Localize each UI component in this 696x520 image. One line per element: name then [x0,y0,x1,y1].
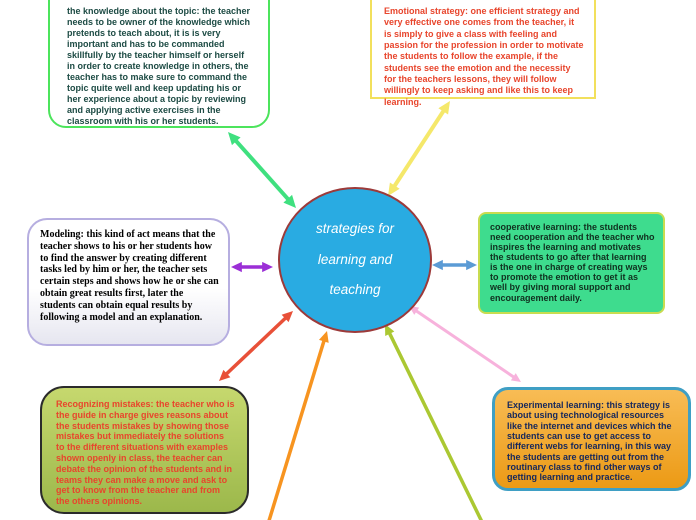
node-knowledge-about-topic[interactable]: the knowledge about the topic: the teacher needs to be owner of the knowledge which pretends to teach about, it is is very important and has to be commanded skillfully by the teacher himself or herself in order to create knowledge in others, the teacher has to make sure to command the topic quite well and keep updating his or her experience about a topic by reviewing and applying active exercises in the classroom with his or her students. [48,0,270,128]
arrow-cooperative-link-head [432,260,443,270]
arrow-cooperative-link-head [466,260,477,270]
center-topic-node[interactable]: strategies for learning and teaching [278,187,432,333]
arrow-knowledge-link [234,138,290,201]
node-modeling[interactable]: Modeling: this kind of act means that the teacher shows to his or her students how to find the answer by creating different tasks led by him or her, the teacher sets certain steps and shows how he or she can obtain great results first, later the students can obtain equal results by following a model and an explanation. [27,218,230,346]
arrow-offscreen-yellowgreen-link [388,331,483,520]
arrow-experimental-link [414,310,515,379]
arrow-offscreen-orange-link [268,338,325,520]
node-cooperative-learning[interactable]: cooperative learning: the students need cooperation and the teacher who inspires the learning and motivates the students to go after that learning is the one in charge of creating ways to promote the emotion to get it as well by giving moral support and encouragement daily. [478,212,665,314]
arrow-offscreen-orange-link-head [319,331,329,343]
arrow-recognizing-link [225,316,288,376]
arrow-modeling-link-head [231,262,242,272]
node-experimental-learning[interactable]: Experimental learning: this strategy is about using technological resources like the internet and devices which the students can use to get access to different webs for learning, in this way the students are getting out from the routinary class to find other ways of getting learning and practice. [492,387,691,491]
node-emotional-strategy[interactable]: Emotional strategy: one efficient strategy and very effective one comes from the teacher, it is simply to give a class with feeling and passion for the profession in order to motivate the students to follow the example, if the students see the emotion and the necessity for the teachers lessons, they will follow willingly to keep asking and like this to keep learning. [370,0,596,99]
node-recognizing-mistakes[interactable]: Recognizing mistakes: the teacher who is the guide in charge gives reasons about the students mistakes by showing those mistakes but immediately the solutions to the different situations with examples shown openly in class, the teacher can debate the opinion of the students and in teams they can make a move and ask to get to know from the teacher and from the others opinions. [40,386,249,514]
arrow-emotional-link [393,108,446,188]
arrow-modeling-link-head [262,262,273,272]
